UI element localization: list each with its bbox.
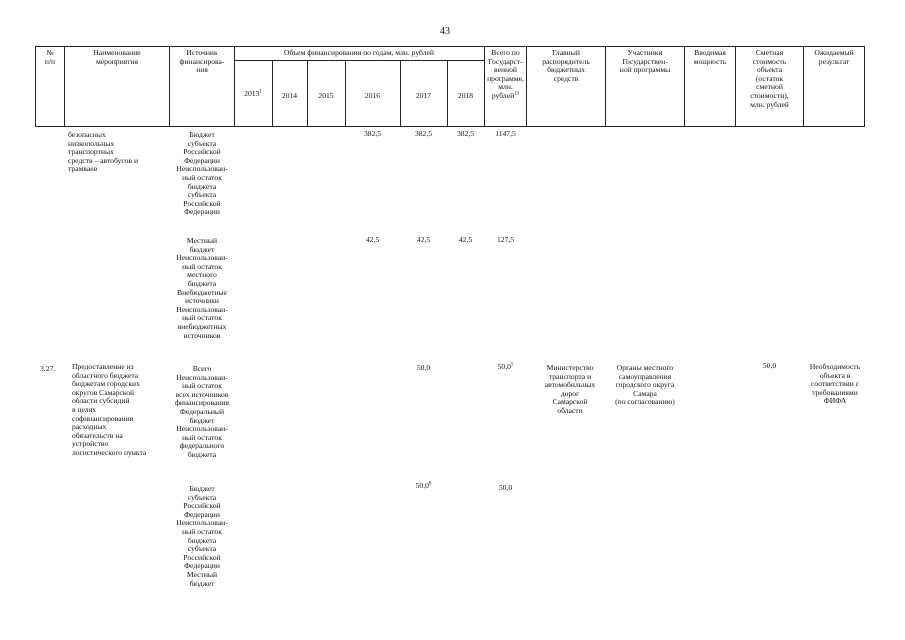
block2-b-total: 50,0 (498, 483, 513, 492)
col-divider (864, 46, 865, 127)
header-bottom-rule (35, 126, 865, 127)
header-year-2015: 2015 (318, 91, 334, 100)
block1-source-a: Бюджет субъекта Российской Федерации Неиспользован- ный остаток бюджета субъекта Российской Федерации (176, 130, 228, 217)
header-source: Источник финансирова- ния (179, 48, 225, 75)
block2-manager: Министерство транспорта и автомобильных дорог Самарской области (544, 363, 596, 415)
block1-a-2016: 382,5 (363, 129, 382, 138)
block1-name: безопасных низкопольных транспортных средств – автобусов и трамваев (68, 130, 139, 174)
header-result: Ожидаемый результат (814, 48, 854, 66)
header-capacity: Вводимая мощность (693, 48, 727, 66)
header-year-2014: 2014 (281, 91, 298, 100)
block2-b-2017: 50,0$^8$ (415, 481, 432, 490)
header-participants: Участники Государствен- ной программы (619, 48, 671, 75)
page-number: 43 (440, 26, 450, 37)
header-year-2017: 2017 (415, 91, 432, 100)
header-year-2018: 2018 (457, 91, 474, 100)
header-cost: Сметная стоимость объекта (остаток сметной стоимости), млн. рублей (750, 48, 789, 109)
block2-num: 3.27. (40, 364, 56, 373)
header-total: Всего по Государст- венной программе, млн. рублей$^{13}$ (487, 48, 524, 100)
header-year-2016: 2016 (364, 91, 381, 100)
header-manager: Главный распорядитель бюджетных средств (542, 48, 590, 83)
header-name: Наименование мероприятия (93, 48, 141, 66)
header-top-rule (35, 46, 865, 47)
block1-b-2018: 42,5 (458, 235, 473, 244)
block1-source-b: Местный бюджет Неиспользован- ный остаток местного бюджета Внебюджетные источники Неиспользован- ный остаток внебюджетных источников (176, 236, 228, 340)
block2-source-b: Бюджет субъекта Российской Федерации Неиспользован- ный остаток бюджета субъекта Российской Федерации Местный бюджет (176, 484, 228, 588)
block1-b-total: 127,5 (496, 235, 515, 244)
block1-a-2017: 382,5 (414, 129, 433, 138)
header-year-2013: 2013$^1$ (244, 89, 262, 98)
block2-name: Предоставление из областного бюджета бюджетам городских округов Самарской области субсидий в целях софинансирования расходных обязательств на устройство логистического пункта (72, 362, 147, 457)
block2-participants: Органы местного самоуправления городского округа Самара (по согласованию) (615, 363, 675, 407)
table-header (35, 46, 865, 127)
block1-b-2016: 42,5 (365, 235, 380, 244)
col-divider (234, 46, 235, 127)
header-funding-group: Объем финансирования по годам, млн. рублей (284, 48, 434, 57)
col-divider (35, 46, 36, 127)
block1-b-2017: 42,5 (416, 235, 431, 244)
block2-a-total: 50,0$^5$ (497, 362, 514, 371)
col-divider (64, 46, 65, 127)
block1-a-total: 1147,5 (495, 129, 516, 138)
block1-a-2018: 382,5 (456, 129, 475, 138)
header-num: № п/п (44, 48, 56, 66)
block2-cost: 50,0 (762, 361, 777, 370)
block2-source-a: Всего Неиспользован- ный остаток всех источников финансирования Федеральный бюджет Неиспользован- ный остаток федерального бюджета (175, 364, 229, 459)
block2-result: Необходимость объекта в соответствии с требованиями ФИФА (809, 362, 861, 406)
block2-a-2017: 50,0 (416, 363, 431, 372)
